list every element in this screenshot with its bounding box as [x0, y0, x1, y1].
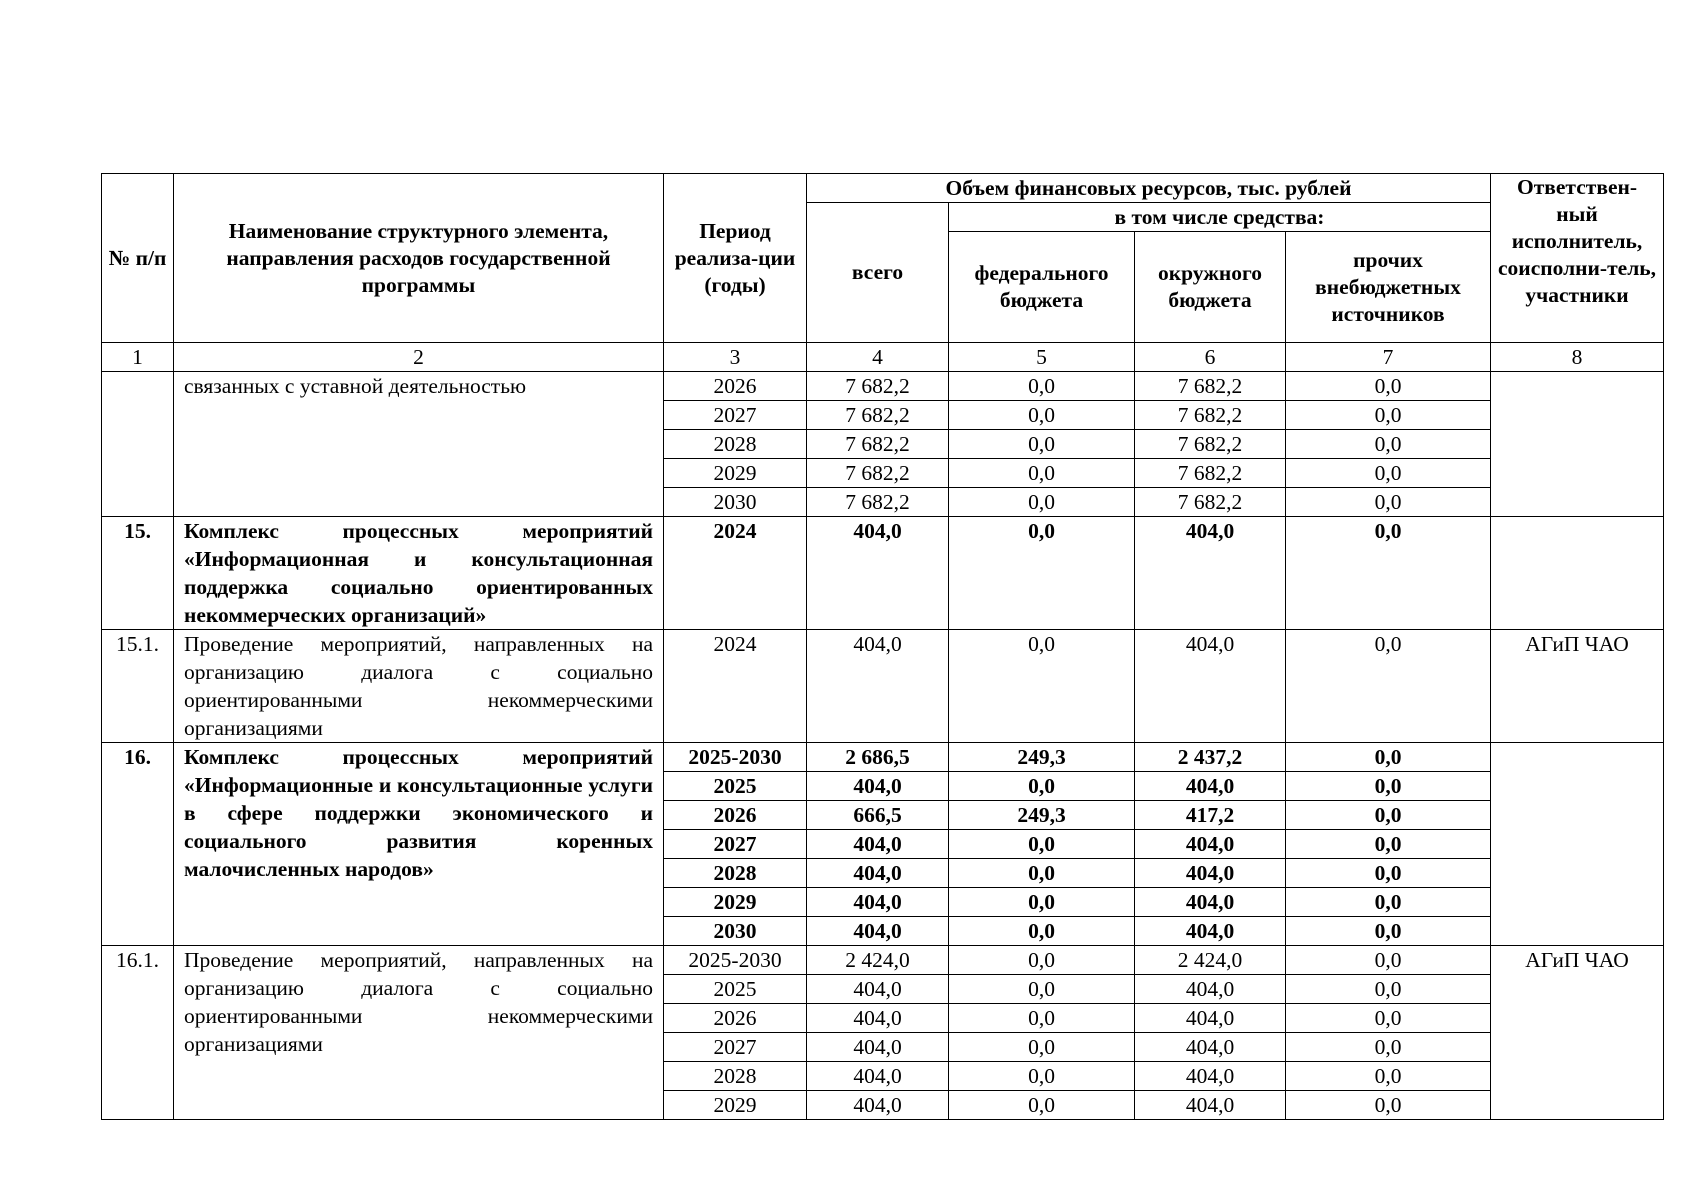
cell-other: 0,0 [1286, 372, 1491, 401]
table-row [102, 630, 1664, 743]
cell-other: 0,0 [1286, 630, 1491, 743]
cell-federal: 0,0 [949, 888, 1135, 917]
header-period: Период реализа-ции (годы) [664, 174, 807, 343]
header-total: всего [807, 203, 949, 343]
cell-federal: 0,0 [949, 946, 1135, 975]
cell-federal: 0,0 [949, 1004, 1135, 1033]
column-number: 4 [807, 343, 949, 372]
cell-period: 2026 [664, 372, 807, 401]
element-name: Комплекс процессных мероприятий «Информационные и консультационные услуги в сфере поддержки экономического и социального развития коренных малочисленных народов» [174, 743, 664, 946]
row-number [102, 372, 174, 517]
cell-total: 404,0 [807, 772, 949, 801]
row-number: 15. [102, 517, 174, 630]
header-federal: федерального бюджета [949, 232, 1135, 343]
cell-federal: 0,0 [949, 772, 1135, 801]
responsible-executor: АГиП ЧАО [1491, 946, 1664, 1120]
cell-other: 0,0 [1286, 430, 1491, 459]
cell-district: 2 424,0 [1135, 946, 1286, 975]
header-financial-group: Объем финансовых ресурсов, тыс. рублей [807, 174, 1491, 203]
cell-other: 0,0 [1286, 1004, 1491, 1033]
cell-total: 2 424,0 [807, 946, 949, 975]
cell-other: 0,0 [1286, 517, 1491, 630]
header-district: окружного бюджета [1135, 232, 1286, 343]
cell-district: 404,0 [1135, 630, 1286, 743]
cell-district: 404,0 [1135, 1004, 1286, 1033]
cell-total: 404,0 [807, 859, 949, 888]
header-name: Наименование структурного элемента, направления расходов государственной программы [174, 174, 664, 343]
cell-federal: 0,0 [949, 1091, 1135, 1120]
cell-other: 0,0 [1286, 888, 1491, 917]
column-number: 8 [1491, 343, 1664, 372]
cell-period: 2024 [664, 630, 807, 743]
cell-federal: 0,0 [949, 372, 1135, 401]
cell-total: 404,0 [807, 1091, 949, 1120]
cell-district: 404,0 [1135, 888, 1286, 917]
column-number: 7 [1286, 343, 1491, 372]
cell-period: 2026 [664, 1004, 807, 1033]
cell-federal: 0,0 [949, 830, 1135, 859]
cell-total: 7 682,2 [807, 488, 949, 517]
cell-period: 2030 [664, 488, 807, 517]
cell-district: 7 682,2 [1135, 430, 1286, 459]
cell-federal: 0,0 [949, 488, 1135, 517]
cell-district: 404,0 [1135, 772, 1286, 801]
cell-total: 7 682,2 [807, 401, 949, 430]
cell-period: 2028 [664, 1062, 807, 1091]
cell-district: 7 682,2 [1135, 459, 1286, 488]
header-subgroup: в том числе средства: [949, 203, 1491, 232]
cell-federal: 0,0 [949, 1033, 1135, 1062]
cell-other: 0,0 [1286, 1062, 1491, 1091]
cell-period: 2029 [664, 1091, 807, 1120]
responsible-executor: АГиП ЧАО [1491, 630, 1664, 743]
cell-period: 2027 [664, 1033, 807, 1062]
cell-total: 404,0 [807, 1062, 949, 1091]
cell-district: 404,0 [1135, 1033, 1286, 1062]
cell-other: 0,0 [1286, 743, 1491, 772]
column-number: 5 [949, 343, 1135, 372]
header-num: № п/п [102, 174, 174, 343]
table-row [102, 946, 1664, 975]
cell-period: 2024 [664, 517, 807, 630]
cell-total: 404,0 [807, 1033, 949, 1062]
table-row [102, 372, 1664, 401]
element-name: Проведение мероприятий, направленных на организацию диалога с социально ориентированными некоммерческими организациями [174, 946, 664, 1120]
cell-federal: 0,0 [949, 459, 1135, 488]
element-name: связанных с уставной деятельностью [174, 372, 664, 517]
element-name: Проведение мероприятий, направленных на организацию диалога с социально ориентированными некоммерческими организациями [174, 630, 664, 743]
table-row [102, 743, 1664, 772]
cell-district: 404,0 [1135, 917, 1286, 946]
header-other: прочих внебюджетных источников [1286, 232, 1491, 343]
element-name: Комплекс процессных мероприятий «Информационная и консультационная поддержка социально ориентированных некоммерческих организаций» [174, 517, 664, 630]
cell-total: 7 682,2 [807, 459, 949, 488]
cell-period: 2029 [664, 888, 807, 917]
financial-resources-table [101, 173, 1664, 1120]
cell-other: 0,0 [1286, 401, 1491, 430]
cell-federal: 249,3 [949, 743, 1135, 772]
cell-other: 0,0 [1286, 975, 1491, 1004]
cell-other: 0,0 [1286, 801, 1491, 830]
cell-federal: 249,3 [949, 801, 1135, 830]
cell-total: 7 682,2 [807, 430, 949, 459]
column-number: 3 [664, 343, 807, 372]
cell-federal: 0,0 [949, 975, 1135, 1004]
column-number: 1 [102, 343, 174, 372]
table-row [102, 517, 1664, 630]
cell-other: 0,0 [1286, 917, 1491, 946]
responsible-executor [1491, 517, 1664, 630]
cell-district: 404,0 [1135, 1062, 1286, 1091]
header-responsible: Ответствен-ный исполнитель, соисполни-тель, участники [1491, 174, 1664, 343]
cell-period: 2027 [664, 401, 807, 430]
cell-district: 404,0 [1135, 859, 1286, 888]
cell-total: 404,0 [807, 1004, 949, 1033]
row-number: 16. [102, 743, 174, 946]
cell-period: 2025-2030 [664, 946, 807, 975]
cell-total: 404,0 [807, 517, 949, 630]
cell-district: 404,0 [1135, 1091, 1286, 1120]
cell-other: 0,0 [1286, 1033, 1491, 1062]
cell-period: 2028 [664, 430, 807, 459]
cell-federal: 0,0 [949, 917, 1135, 946]
cell-period: 2027 [664, 830, 807, 859]
responsible-executor [1491, 372, 1664, 517]
cell-other: 0,0 [1286, 859, 1491, 888]
cell-district: 7 682,2 [1135, 488, 1286, 517]
cell-period: 2028 [664, 859, 807, 888]
cell-total: 404,0 [807, 630, 949, 743]
row-number: 16.1. [102, 946, 174, 1120]
cell-other: 0,0 [1286, 459, 1491, 488]
column-numbers-row [102, 343, 1664, 372]
table-body [102, 343, 1664, 1120]
cell-total: 666,5 [807, 801, 949, 830]
cell-period: 2025 [664, 975, 807, 1004]
cell-federal: 0,0 [949, 401, 1135, 430]
cell-other: 0,0 [1286, 1091, 1491, 1120]
cell-district: 404,0 [1135, 975, 1286, 1004]
cell-period: 2025 [664, 772, 807, 801]
cell-total: 2 686,5 [807, 743, 949, 772]
cell-other: 0,0 [1286, 772, 1491, 801]
column-number: 2 [174, 343, 664, 372]
cell-period: 2026 [664, 801, 807, 830]
cell-district: 404,0 [1135, 830, 1286, 859]
responsible-executor [1491, 743, 1664, 946]
cell-federal: 0,0 [949, 430, 1135, 459]
cell-total: 7 682,2 [807, 372, 949, 401]
cell-district: 404,0 [1135, 517, 1286, 630]
row-number: 15.1. [102, 630, 174, 743]
cell-other: 0,0 [1286, 830, 1491, 859]
cell-federal: 0,0 [949, 1062, 1135, 1091]
cell-federal: 0,0 [949, 859, 1135, 888]
cell-other: 0,0 [1286, 488, 1491, 517]
cell-other: 0,0 [1286, 946, 1491, 975]
cell-district: 7 682,2 [1135, 401, 1286, 430]
cell-federal: 0,0 [949, 630, 1135, 743]
cell-total: 404,0 [807, 888, 949, 917]
cell-total: 404,0 [807, 917, 949, 946]
cell-period: 2025-2030 [664, 743, 807, 772]
cell-period: 2030 [664, 917, 807, 946]
cell-period: 2029 [664, 459, 807, 488]
cell-district: 417,2 [1135, 801, 1286, 830]
cell-district: 2 437,2 [1135, 743, 1286, 772]
cell-total: 404,0 [807, 830, 949, 859]
column-number: 6 [1135, 343, 1286, 372]
cell-total: 404,0 [807, 975, 949, 1004]
cell-district: 7 682,2 [1135, 372, 1286, 401]
cell-federal: 0,0 [949, 517, 1135, 630]
